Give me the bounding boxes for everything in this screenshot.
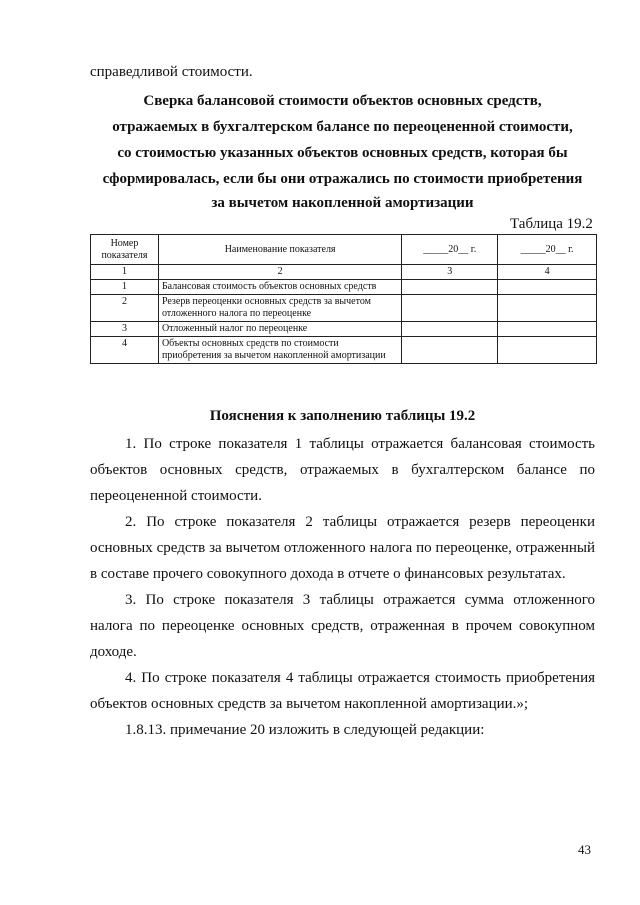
paragraph-4-line-1: 4. По строке показателя 4 таблицы отражается стоимость приобретения (125, 670, 595, 686)
paragraph-2-line-3: в составе прочего совокупного дохода в отчете о финансовых результатах. (90, 566, 566, 582)
table-row (91, 337, 597, 364)
table-row (91, 295, 597, 322)
table-row (91, 322, 597, 337)
intro-line: справедливой стоимости. (90, 64, 253, 80)
header-number: Номер показателя (91, 235, 159, 265)
row-name: Отложенный налог по переоценке (158, 322, 401, 337)
row-value-2 (498, 337, 597, 364)
row-number: 4 (91, 337, 159, 364)
title-line-4: сформировалась, если бы они отражались по стоимости приобретения (102, 171, 583, 187)
title-line-1: Сверка балансовой стоимости объектов основных средств, (143, 93, 542, 109)
numbering-cell: 3 (402, 265, 498, 280)
row-value-2 (498, 322, 597, 337)
paragraph-4-line-2: объектов основных средств за вычетом накопленной амортизации.»; (90, 696, 529, 712)
table-header-row (91, 235, 597, 265)
header-period-1: _____20__ г. (402, 235, 498, 265)
title-line-5: за вычетом накопленной амортизации (211, 195, 474, 211)
title-line-3: со стоимостью указанных объектов основных средств, которая бы (117, 145, 568, 161)
row-number: 2 (91, 295, 159, 322)
final-line: 1.8.13. примечание 20 изложить в следующей редакции: (125, 722, 485, 738)
title-line-2: отражаемых в бухгалтерском балансе по переоцененной стоимости, (112, 119, 573, 135)
numbering-cell: 2 (158, 265, 401, 280)
row-value-2 (498, 295, 597, 322)
row-name: Балансовая стоимость объектов основных средств (158, 280, 401, 295)
paragraph-2-line-1: 2. По строке показателя 2 таблицы отражается резерв переоценки (125, 514, 595, 530)
table-row (91, 280, 597, 295)
row-name: Резерв переоценки основных средств за вычетом отложенного налога по переоценке (158, 295, 401, 322)
page-number: 43 (578, 842, 591, 857)
numbering-cell: 1 (91, 265, 159, 280)
data-table (90, 234, 597, 364)
paragraph-3-line-2: налога по переоценке основных средств, отраженная в прочем совокупном (90, 618, 595, 634)
table-numbering-row (91, 265, 597, 280)
row-number: 1 (91, 280, 159, 295)
paragraph-1-line-1: 1. По строке показателя 1 таблицы отражается балансовая стоимость (125, 436, 595, 452)
row-value-2 (498, 280, 597, 295)
row-name: Объекты основных средств по стоимости приобретения за вычетом накопленной амортизации (158, 337, 401, 364)
header-name: Наименование показателя (158, 235, 401, 265)
row-number: 3 (91, 322, 159, 337)
numbering-cell: 4 (498, 265, 597, 280)
row-value-1 (402, 337, 498, 364)
paragraph-1-line-3: переоцененной стоимости. (90, 488, 262, 504)
header-period-2: _____20__ г. (498, 235, 597, 265)
explanations-title: Пояснения к заполнению таблицы 19.2 (209, 408, 476, 424)
row-value-1 (402, 280, 498, 295)
table-caption: Таблица 19.2 (510, 216, 593, 232)
row-value-1 (402, 322, 498, 337)
paragraph-2-line-2: основных средств за вычетом отложенного налога по переоценке, отраженный (90, 540, 595, 556)
row-value-1 (402, 295, 498, 322)
paragraph-3-line-1: 3. По строке показателя 3 таблицы отражается сумма отложенного (125, 592, 595, 608)
paragraph-3-line-3: доходе. (90, 644, 137, 660)
paragraph-1-line-2: объектов основных средств, отражаемых в бухгалтерском балансе по (90, 462, 595, 478)
